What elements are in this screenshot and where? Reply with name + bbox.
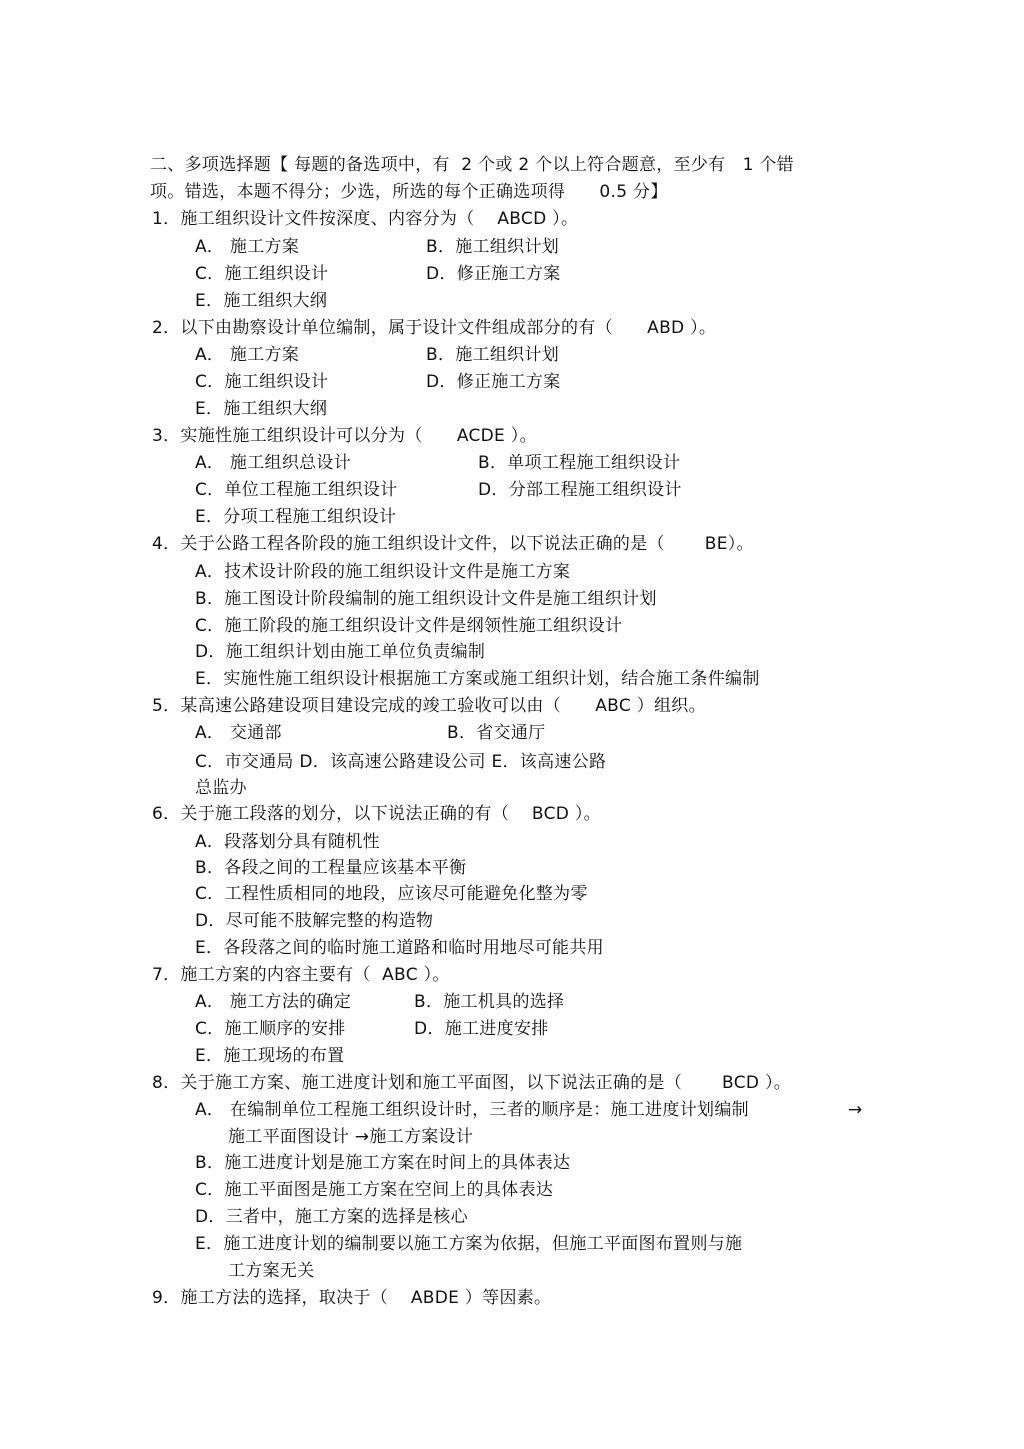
question-4-stem: 4．关于公路工程各阶段的施工组织设计文件，以下说法正确的是（ BE）。	[152, 534, 754, 554]
question-6-option-c: C．工程性质相同的地段，应该尽可能避免化整为零	[195, 884, 588, 904]
question-4-option-e: E．实施性施工组织设计根据施工方案或施工组织计划，结合施工条件编制	[195, 669, 760, 689]
question-8-option-b: B．施工进度计划是施工方案在时间上的具体表达	[195, 1153, 571, 1173]
question-2-option-a: A． 施工方案	[195, 345, 300, 365]
question-2-option-d: D．修正施工方案	[426, 372, 561, 392]
question-7-option-a: A． 施工方法的确定	[195, 992, 352, 1012]
section-heading-line-1: 二、多项选择题【 每题的备选项中，有 2 个或 2 个以上符合题意，至少有 1 个错	[150, 155, 794, 175]
question-5-option-e-continued: 总监办	[195, 778, 247, 798]
question-4-option-c: C．施工阶段的施工组织设计文件是纲领性施工组织设计	[195, 616, 623, 636]
question-3-option-e: E．分项工程施工组织设计	[195, 507, 397, 527]
question-7-option-b: B．施工机具的选择	[414, 992, 565, 1012]
question-8-option-d: D．三者中，施工方案的选择是核心	[195, 1207, 468, 1227]
question-1-option-c: C．施工组织设计	[195, 264, 329, 284]
question-2-option-b: B．施工组织计划	[426, 345, 560, 365]
question-3-option-d: D．分部工程施工组织设计	[478, 480, 682, 500]
question-6-option-a: A．段落划分具有随机性	[195, 832, 380, 852]
question-9-stem: 9．施工方法的选择，取决于（ ABDE ）等因素。	[152, 1288, 552, 1308]
question-7-stem: 7．施工方案的内容主要有（ ABC ）。	[152, 965, 450, 985]
question-2-stem: 2．以下由勘察设计单位编制，属于设计文件组成部分的有（ ABD ）。	[152, 318, 717, 338]
question-8-option-a-continued: 施工平面图设计 →施工方案设计	[228, 1127, 474, 1147]
section-heading-line-2: 项。错选，本题不得分；少选，所选的每个正确选项得 0.5 分】	[150, 182, 668, 202]
question-1-option-a: A． 施工方案	[195, 237, 300, 257]
question-7-option-d: D．施工进度安排	[414, 1019, 549, 1039]
question-5-option-b: B．省交通厅	[447, 723, 546, 743]
question-3-option-b: B．单项工程施工组织设计	[478, 453, 681, 473]
question-8-option-e-continued: 工方案无关	[228, 1261, 315, 1281]
question-4-option-a: A．技术设计阶段的施工组织设计文件是施工方案	[195, 562, 571, 582]
question-6-stem: 6．关于施工段落的划分，以下说法正确的有（ BCD ）。	[152, 804, 601, 824]
arrow-icon: →	[848, 1100, 863, 1120]
question-1-option-e: E．施工组织大纲	[195, 291, 328, 311]
question-4-option-b: B．施工图设计阶段编制的施工组织设计文件是施工组织计划	[195, 589, 657, 609]
question-7-option-c: C．施工顺序的安排	[195, 1019, 346, 1039]
question-6-option-d: D．尽可能不肢解完整的构造物	[195, 911, 434, 931]
question-8-option-e: E．施工进度计划的编制要以施工方案为依据，但施工平面图布置则与施	[195, 1234, 743, 1254]
question-6-option-b: B．各段之间的工程量应该基本平衡	[195, 858, 467, 878]
question-3-option-a: A． 施工组织总设计	[195, 453, 352, 473]
question-4-option-d: D．施工组织计划由施工单位负责编制	[195, 642, 486, 662]
question-2-option-e: E．施工组织大纲	[195, 399, 328, 419]
question-2-option-c: C．施工组织设计	[195, 372, 329, 392]
question-7-option-e: E．施工现场的布置	[195, 1046, 345, 1066]
question-1-stem: 1．施工组织设计文件按深度、内容分为（ ABCD ）。	[152, 209, 579, 229]
question-3-stem: 3．实施性施工组织设计可以分为（ ACDE ）。	[152, 426, 537, 446]
question-3-option-c: C．单位工程施工组织设计	[195, 480, 398, 500]
question-1-option-d: D．修正施工方案	[426, 264, 561, 284]
question-5-option-a: A． 交通部	[195, 723, 282, 743]
question-5-stem: 5．某高速公路建设项目建设完成的竣工验收可以由（ ABC ）组织。	[152, 696, 706, 716]
question-8-option-c: C．施工平面图是施工方案在空间上的具体表达	[195, 1180, 554, 1200]
question-8-stem: 8．关于施工方案、施工进度计划和施工平面图，以下说法正确的是（ BCD ）。	[152, 1073, 792, 1093]
question-5-options-cde: C．市交通局 D．该高速公路建设公司 E．该高速公路	[195, 752, 607, 772]
question-1-option-b: B．施工组织计划	[426, 237, 560, 257]
question-6-option-e: E．各段落之间的临时施工道路和临时用地尽可能共用	[195, 938, 604, 958]
question-8-option-a: A． 在编制单位工程施工组织设计时，三者的顺序是：施工进度计划编制	[195, 1100, 749, 1120]
